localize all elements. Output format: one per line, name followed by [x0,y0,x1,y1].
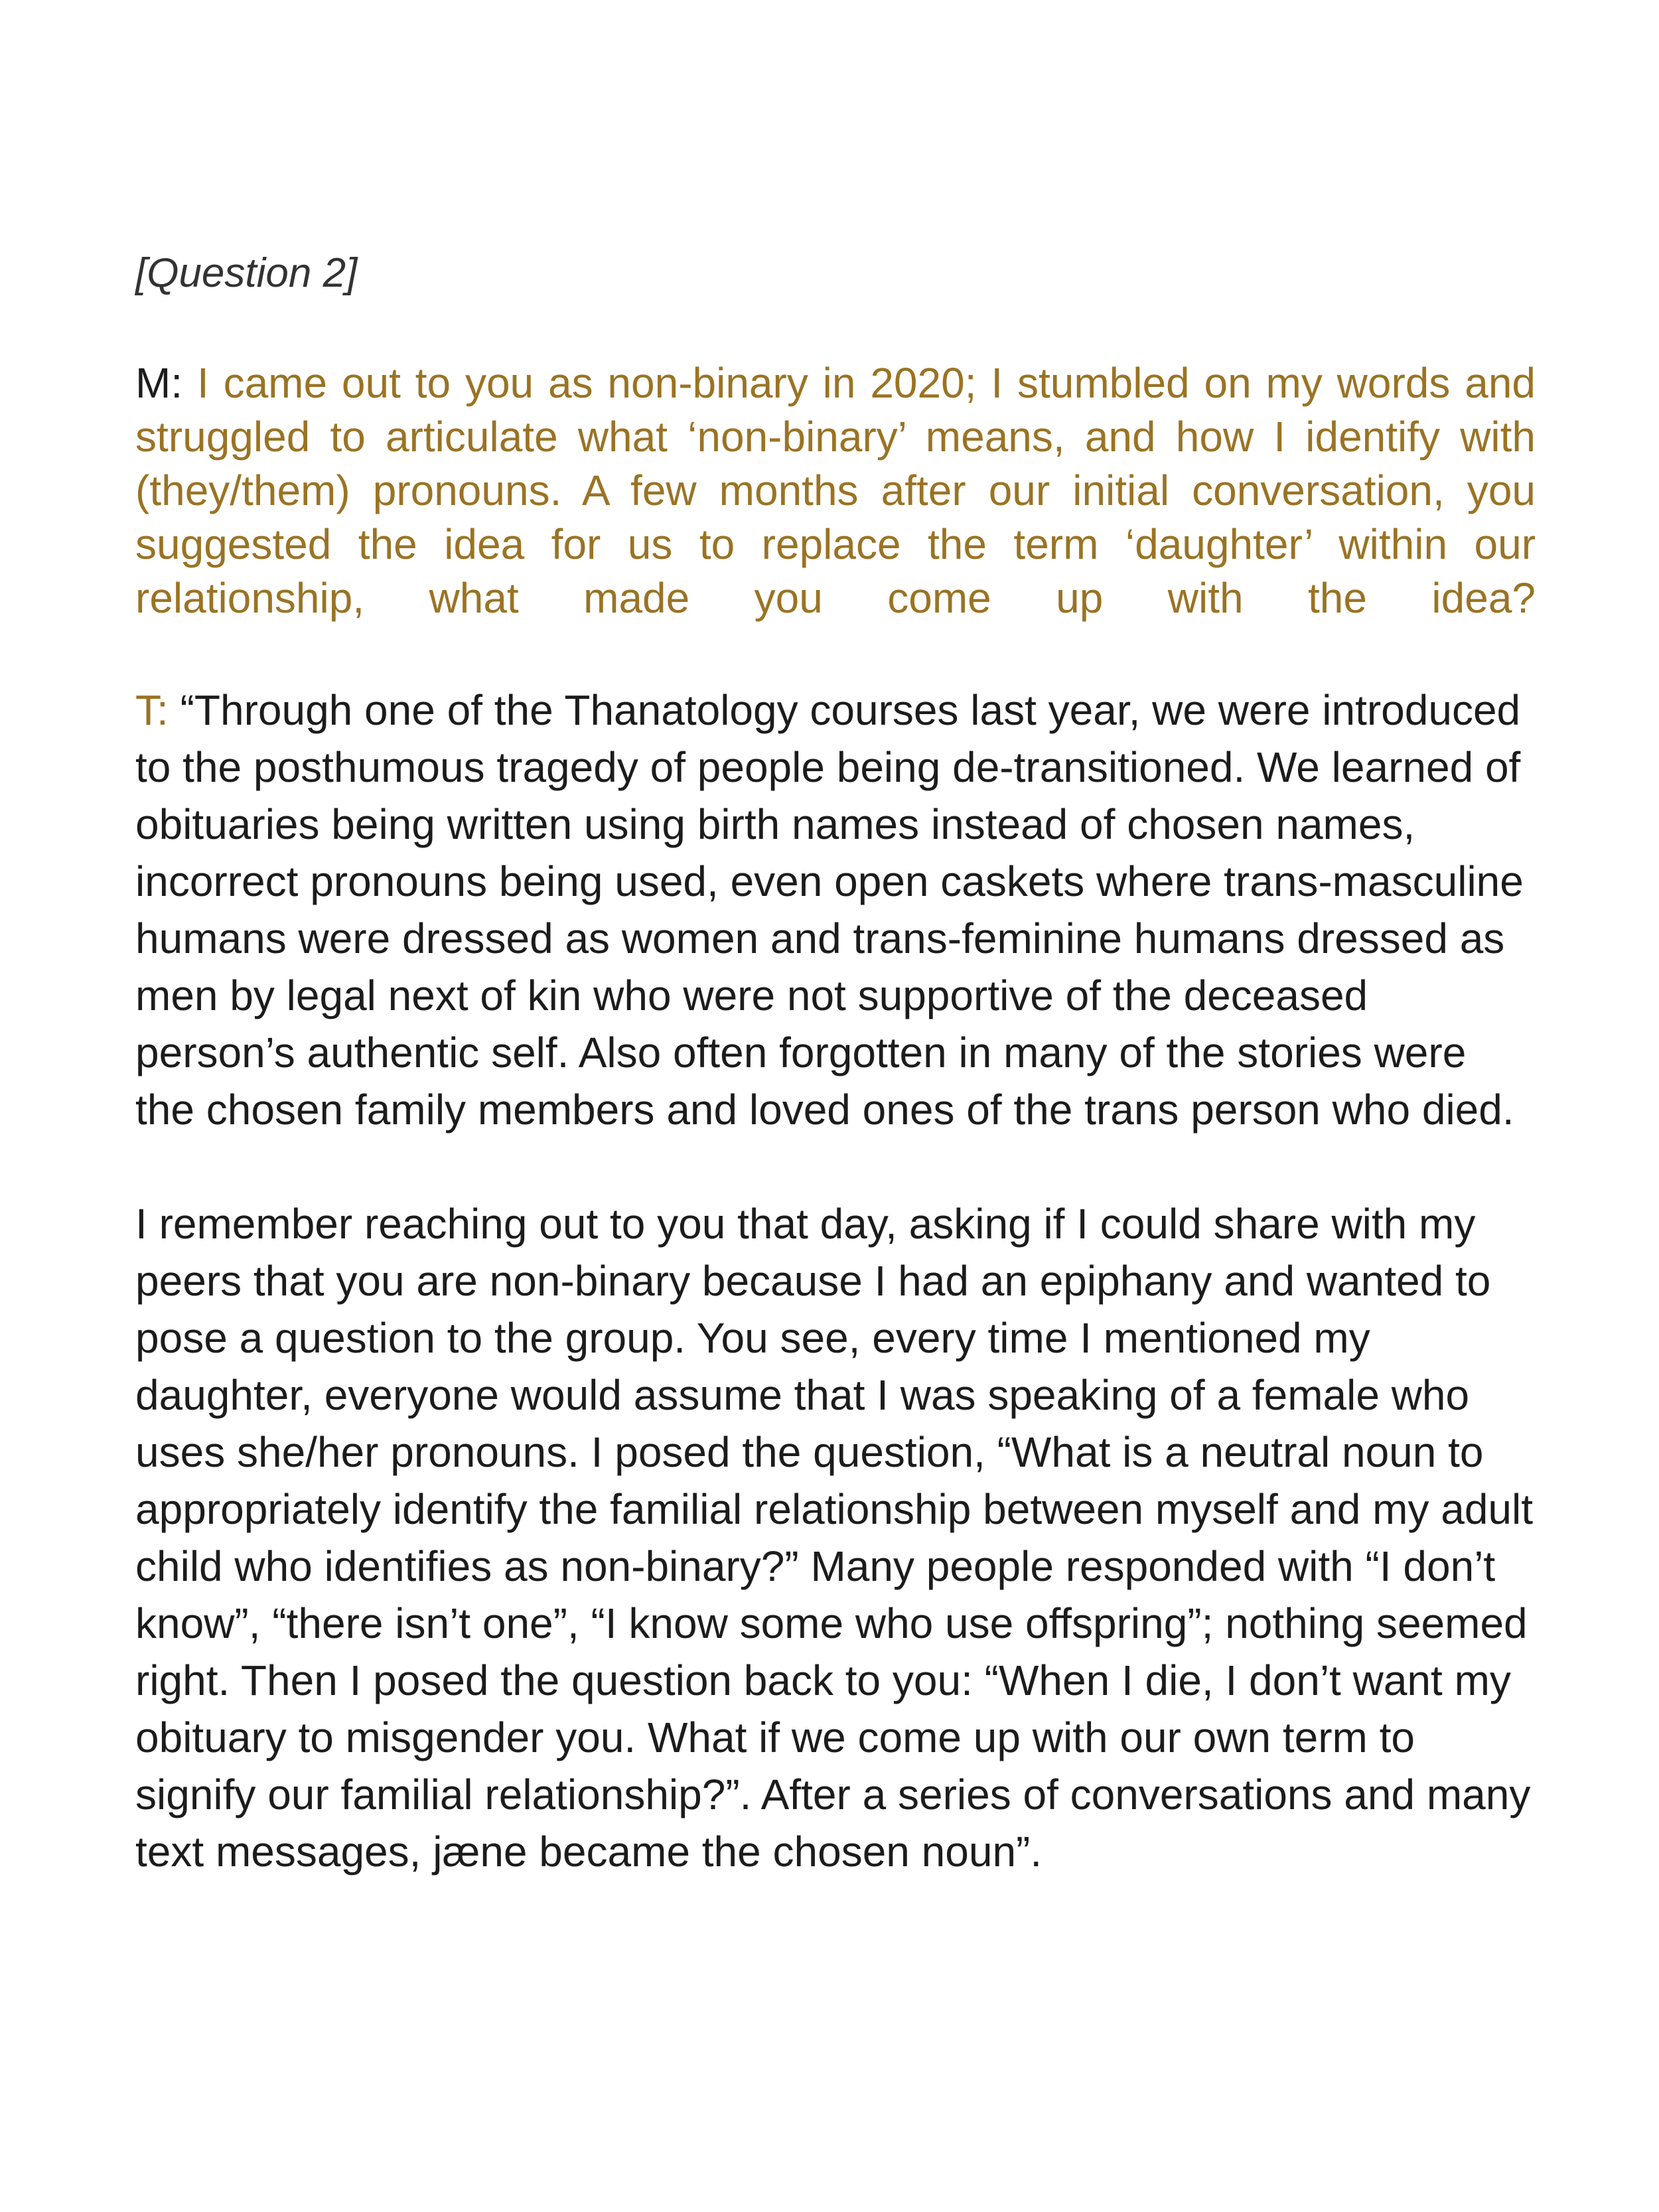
question-heading: [Question 2] [135,250,358,296]
document-page [135,247,1536,1880]
m-entry [135,356,1536,625]
t-entry-paragraph-1 [135,682,1536,1138]
m-question-text: I came out to you as non-binary in 2020; I stumbled on my words and struggled to articulate what ‘non-binary’ means, and how I identify with (they/them) pronouns. A few months after our initial conversation, you suggested the idea for us to replace the term ‘daughter’ within our relationship, what made you come up with the idea? [135,359,1536,622]
t-entry-paragraph-2: I remember reaching out to you that day, asking if I could share with my peers that you are non-binary because I had an epiphany and wanted to pose a question to the group. You see, every time I mentioned my daughter, everyone would assume that I was speaking of a female who uses she/her pronouns. I posed the question, “What is a neutral noun to appropriately identify the familial relationship between myself and my adult child who identifies as non-binary?” Many people responded with “I don’t know”, “there isn’t one”, “I know some who use offspring”; nothing seemed right. Then I posed the question back to you: “When I die, I don’t want my obituary to misgender you. What if we come up with our own term to signify our familial relationship?”. After a series of conversations and many text messages, jæne became the chosen noun”. [135,1200,1533,1876]
t-speaker-label: T: [135,686,169,734]
t-answer-text-1: “Through one of the Thanatology courses last year, we were introduced to the posthumous tragedy of people being de-transitioned. We learned of obituaries being written using birth names instead of chosen names, incorrect pronouns being used, even open caskets where trans-masculine humans were dressed as women and trans-feminine humans dressed as men by legal next of kin who were not supportive of the deceased person’s authentic self. Also often forgotten in many of the stories were the chosen family members and loved ones of the trans person who died. [135,686,1524,1134]
m-speaker-label: M: [135,359,183,407]
